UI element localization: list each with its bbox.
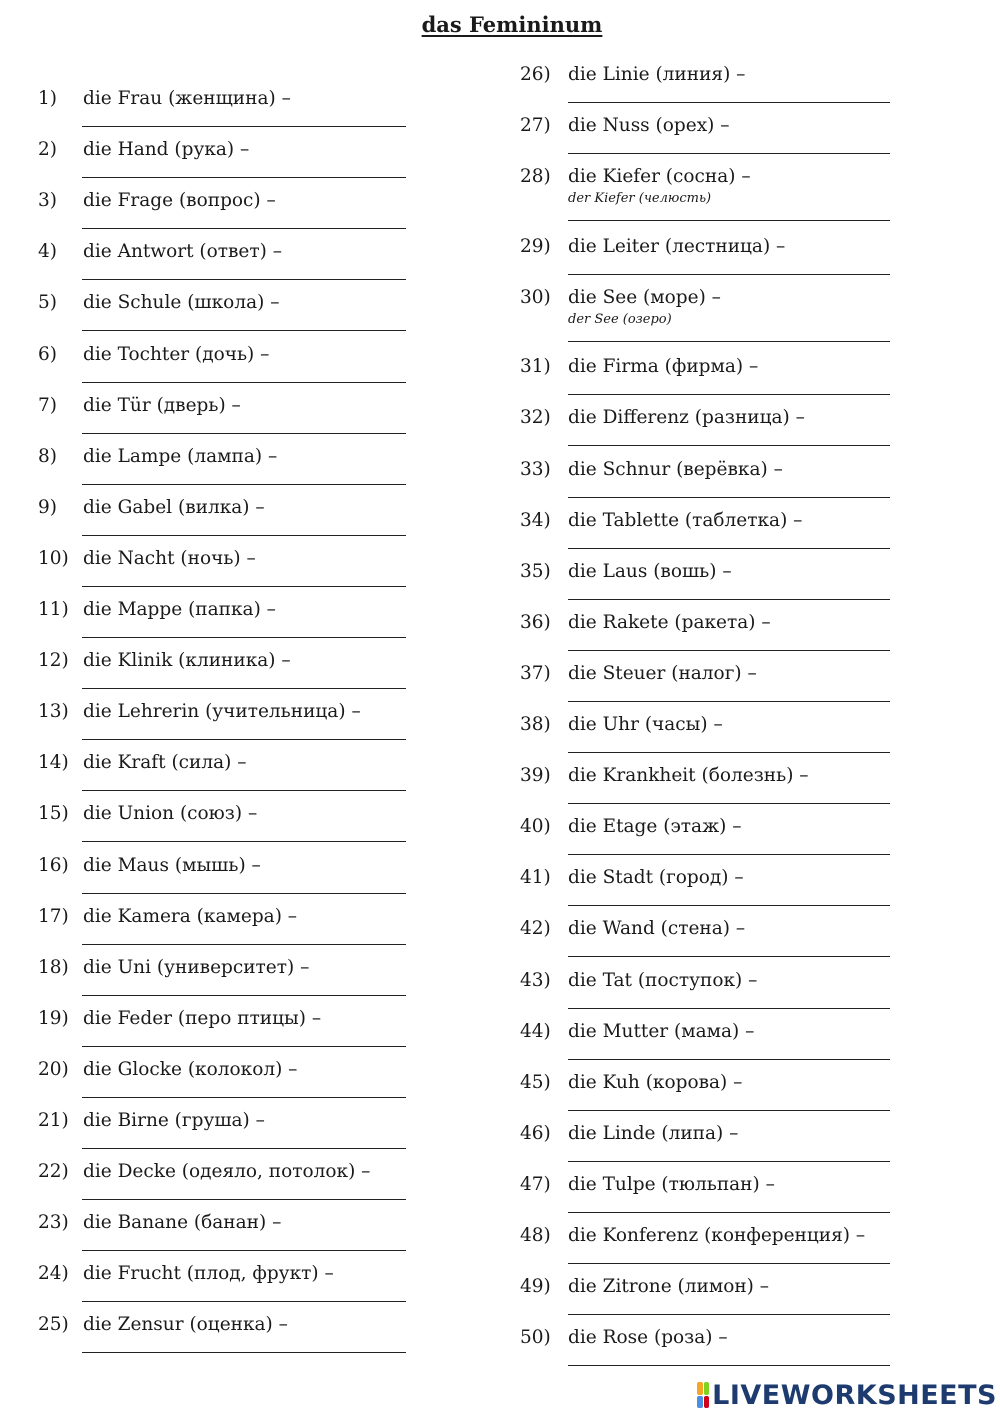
item-word: die Frau (женщина) – (83, 88, 291, 109)
item-word: die Wand (стена) – (568, 918, 746, 940)
item-number: 50) (520, 1327, 551, 1349)
answer-line[interactable] (568, 1161, 890, 1162)
answer-line[interactable] (82, 433, 406, 434)
answer-line[interactable] (568, 752, 890, 753)
liveworksheets-logo-icon (697, 1382, 709, 1408)
item-number: 5) (38, 292, 57, 314)
item-number: 49) (520, 1276, 551, 1298)
item-number: 12) (38, 650, 69, 672)
item-word: die Kraft (сила) – (83, 752, 247, 774)
item-number: 40) (520, 816, 551, 838)
item-number: 36) (520, 611, 551, 633)
logo-square (697, 1382, 703, 1395)
item-number: 9) (38, 496, 57, 518)
page-title: das Femininum (421, 12, 603, 37)
item-number: 13) (38, 701, 69, 723)
answer-line[interactable] (568, 548, 890, 549)
answer-line[interactable] (82, 382, 406, 383)
answer-line[interactable] (568, 497, 890, 498)
item-number: 2) (38, 139, 57, 161)
answer-line[interactable] (568, 1059, 890, 1060)
item-word: die Frucht (плод, фрукт) – (83, 1263, 334, 1285)
answer-line[interactable] (82, 586, 406, 587)
item-word: die Kiefer (сосна) – (568, 166, 751, 188)
item-word: die Linde (липа) – (568, 1122, 739, 1144)
item-note: der Kiefer (челюсть) (568, 191, 712, 207)
item-number: 44) (520, 1020, 551, 1042)
item-word: die Frage (вопрос) – (83, 190, 276, 212)
item-number: 22) (38, 1161, 69, 1183)
item-number: 34) (520, 509, 551, 531)
item-word: die Tür (дверь) – (83, 394, 241, 416)
item-word: die Zitrone (лимон) – (568, 1276, 770, 1298)
answer-line[interactable] (82, 330, 406, 331)
item-number: 30) (520, 286, 551, 308)
item-word: die Laus (вошь) – (568, 560, 732, 582)
item-word: die See (море) – (568, 286, 721, 308)
answer-line[interactable] (82, 1199, 406, 1200)
item-number: 27) (520, 115, 551, 137)
watermark-text: LIVEWORKSHEETS (712, 1379, 997, 1411)
answer-line[interactable] (82, 995, 406, 996)
item-word: die Maus (мышь) – (83, 854, 261, 876)
item-number: 24) (38, 1263, 69, 1285)
answer-line[interactable] (568, 599, 890, 600)
item-number: 48) (520, 1225, 551, 1246)
answer-line[interactable] (82, 1250, 406, 1251)
logo-square (697, 1396, 703, 1409)
item-word: die Leiter (лестница) – (568, 235, 786, 257)
item-word: die Banane (банан) – (83, 1212, 282, 1234)
answer-line[interactable] (568, 701, 890, 702)
answer-line[interactable] (568, 650, 890, 651)
answer-line[interactable] (82, 944, 406, 945)
answer-line[interactable] (568, 153, 890, 154)
item-number: 31) (520, 356, 551, 378)
item-number: 20) (38, 1058, 69, 1080)
logo-square (704, 1382, 710, 1395)
item-word: die Decke (одеяло, потолок) – (83, 1161, 371, 1183)
item-number: 39) (520, 765, 551, 787)
item-word: die Tablette (таблетка) – (568, 509, 803, 531)
item-word: die Kuh (корова) – (568, 1071, 743, 1093)
item-number: 4) (38, 241, 57, 263)
item-note: der See (озеро) (568, 311, 672, 327)
answer-line[interactable] (568, 905, 890, 906)
item-word: die Feder (перо птицы) – (83, 1007, 322, 1029)
item-word: die Union (союз) – (83, 803, 258, 825)
answer-line[interactable] (82, 484, 406, 485)
answer-line[interactable] (568, 1008, 890, 1009)
answer-line[interactable] (568, 394, 890, 395)
answer-line[interactable] (568, 274, 890, 275)
item-word: die Nacht (ночь) – (83, 547, 256, 569)
item-number: 14) (38, 752, 69, 774)
item-number: 15) (38, 803, 69, 825)
item-number: 16) (38, 854, 69, 876)
item-number: 29) (520, 235, 551, 257)
item-word: die Firma (фирма) – (568, 356, 759, 378)
item-word: die Tochter (дочь) – (83, 343, 270, 365)
answer-line[interactable] (82, 535, 406, 536)
answer-line[interactable] (82, 841, 406, 842)
item-word: die Klinik (клиника) – (83, 650, 291, 672)
item-number: 23) (38, 1212, 69, 1234)
item-number: 35) (520, 560, 551, 582)
item-word: die Uhr (часы) – (568, 714, 723, 735)
item-word: die Zensur (оценка) – (83, 1314, 288, 1336)
item-word: die Stadt (город) – (568, 867, 744, 889)
answer-line[interactable] (568, 341, 890, 342)
item-number: 6) (38, 343, 57, 365)
item-word: die Kamera (камера) – (83, 905, 298, 927)
answer-line[interactable] (82, 739, 406, 740)
item-word: die Gabel (вилка) – (83, 496, 265, 518)
item-word: die Lehrerin (учительница) – (83, 701, 361, 723)
answer-line[interactable] (82, 893, 406, 894)
answer-line[interactable] (568, 1110, 890, 1111)
answer-line[interactable] (568, 1365, 890, 1366)
item-word: die Steuer (налог) – (568, 662, 757, 684)
item-number: 21) (38, 1110, 69, 1131)
answer-line[interactable] (568, 102, 890, 103)
item-word: die Antwort (ответ) – (83, 241, 282, 263)
answer-line[interactable] (82, 279, 406, 280)
item-number: 11) (38, 599, 69, 620)
item-word: die Birne (груша) – (83, 1110, 265, 1131)
item-number: 26) (520, 64, 551, 85)
item-number: 33) (520, 458, 551, 480)
item-number: 32) (520, 407, 551, 429)
item-number: 45) (520, 1071, 551, 1093)
item-word: die Rose (роза) – (568, 1327, 728, 1349)
item-number: 47) (520, 1173, 551, 1195)
item-number: 46) (520, 1122, 551, 1144)
item-word: die Linie (линия) – (568, 64, 746, 85)
item-number: 18) (38, 956, 69, 978)
item-number: 41) (520, 867, 551, 889)
item-number: 43) (520, 969, 551, 991)
item-number: 25) (38, 1314, 69, 1336)
item-number: 7) (38, 394, 57, 416)
answer-line[interactable] (82, 1097, 406, 1098)
item-word: die Konferenz (конференция) – (568, 1225, 866, 1246)
item-number: 10) (38, 547, 69, 569)
answer-line[interactable] (82, 1301, 406, 1302)
item-word: die Glocke (колокол) – (83, 1058, 298, 1080)
answer-line[interactable] (82, 177, 406, 178)
answer-line[interactable] (82, 637, 406, 638)
answer-line[interactable] (82, 126, 406, 127)
item-word: die Hand (рука) – (83, 139, 250, 161)
item-word: die Tat (поступок) – (568, 969, 758, 991)
answer-line[interactable] (568, 956, 890, 957)
answer-line[interactable] (82, 1148, 406, 1149)
answer-line[interactable] (568, 445, 890, 446)
liveworksheets-watermark (697, 1379, 997, 1411)
item-word: die Mutter (мама) – (568, 1020, 755, 1042)
answer-line[interactable] (568, 803, 890, 804)
answer-line[interactable] (568, 1263, 890, 1264)
answer-line[interactable] (82, 1352, 406, 1353)
answer-line[interactable] (82, 790, 406, 791)
item-word: die Schule (школа) – (83, 292, 280, 314)
answer-line[interactable] (568, 220, 890, 221)
item-word: die Rakete (ракета) – (568, 611, 771, 633)
item-word: die Schnur (верёвка) – (568, 458, 783, 480)
item-word: die Nuss (орех) – (568, 115, 730, 137)
answer-line[interactable] (568, 1212, 890, 1213)
item-number: 17) (38, 905, 69, 927)
item-word: die Uni (университет) – (83, 956, 310, 978)
item-word: die Differenz (разница) – (568, 407, 805, 429)
item-number: 42) (520, 918, 551, 940)
answer-line[interactable] (82, 688, 406, 689)
item-number: 38) (520, 714, 551, 735)
item-number: 19) (38, 1007, 69, 1029)
item-word: die Lampe (лампа) – (83, 445, 278, 467)
answer-line[interactable] (82, 1046, 406, 1047)
answer-line[interactable] (568, 1314, 890, 1315)
answer-line[interactable] (568, 854, 890, 855)
item-word: die Etage (этаж) – (568, 816, 742, 838)
answer-line[interactable] (82, 228, 406, 229)
item-number: 3) (38, 190, 57, 212)
item-number: 37) (520, 662, 551, 684)
item-word: die Krankheit (болезнь) – (568, 765, 809, 787)
item-word: die Tulpe (тюльпан) – (568, 1173, 775, 1195)
item-number: 8) (38, 445, 57, 467)
item-word: die Mappe (папка) – (83, 599, 276, 620)
item-number: 28) (520, 166, 551, 188)
item-number: 1) (38, 88, 57, 109)
logo-square (704, 1396, 710, 1409)
